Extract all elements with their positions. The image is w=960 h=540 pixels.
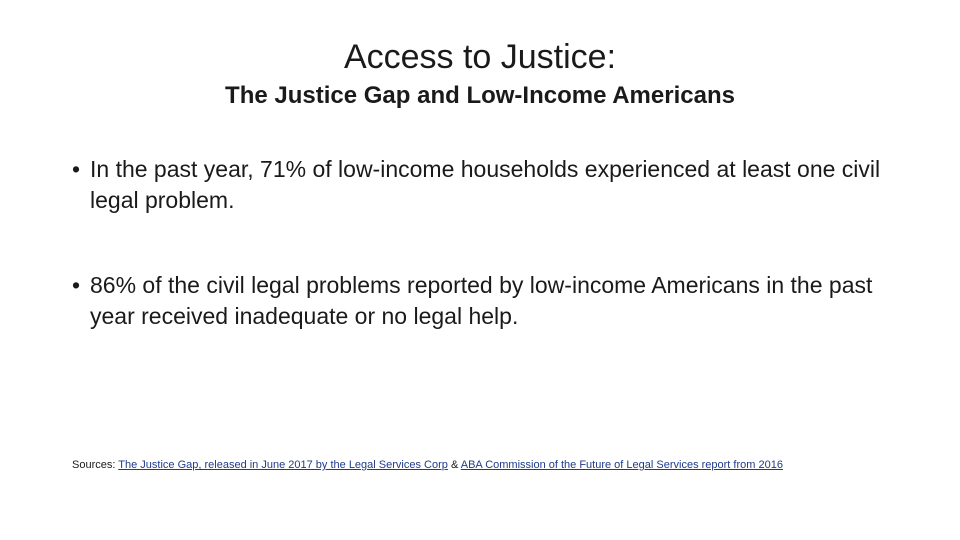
sources-separator: &	[450, 459, 459, 471]
bullet-item	[72, 154, 882, 216]
bullet-item	[72, 270, 882, 332]
aba-commission-link[interactable]: ABA Commission of the Future of Legal Services report from 2016	[460, 459, 783, 471]
bullet-text: In the past year, 71% of low-income households experienced at least one civil legal problem.	[90, 156, 881, 213]
sources-footnote	[72, 457, 912, 473]
justice-gap-link[interactable]: The Justice Gap, released in June 2017 by the Legal Services Corp	[118, 459, 448, 471]
bullet-text: 86% of the civil legal problems reported by low-income Americans in the past year received inadequate or no legal help.	[90, 272, 873, 329]
bullet-icon: •	[72, 156, 81, 182]
bullet-icon: •	[72, 272, 81, 298]
sources-label: Sources:	[72, 459, 116, 471]
slide-title: Access to Justice:	[343, 38, 617, 76]
bullet-list	[72, 154, 882, 386]
slide-subtitle: The Justice Gap and Low-Income Americans	[225, 82, 735, 109]
